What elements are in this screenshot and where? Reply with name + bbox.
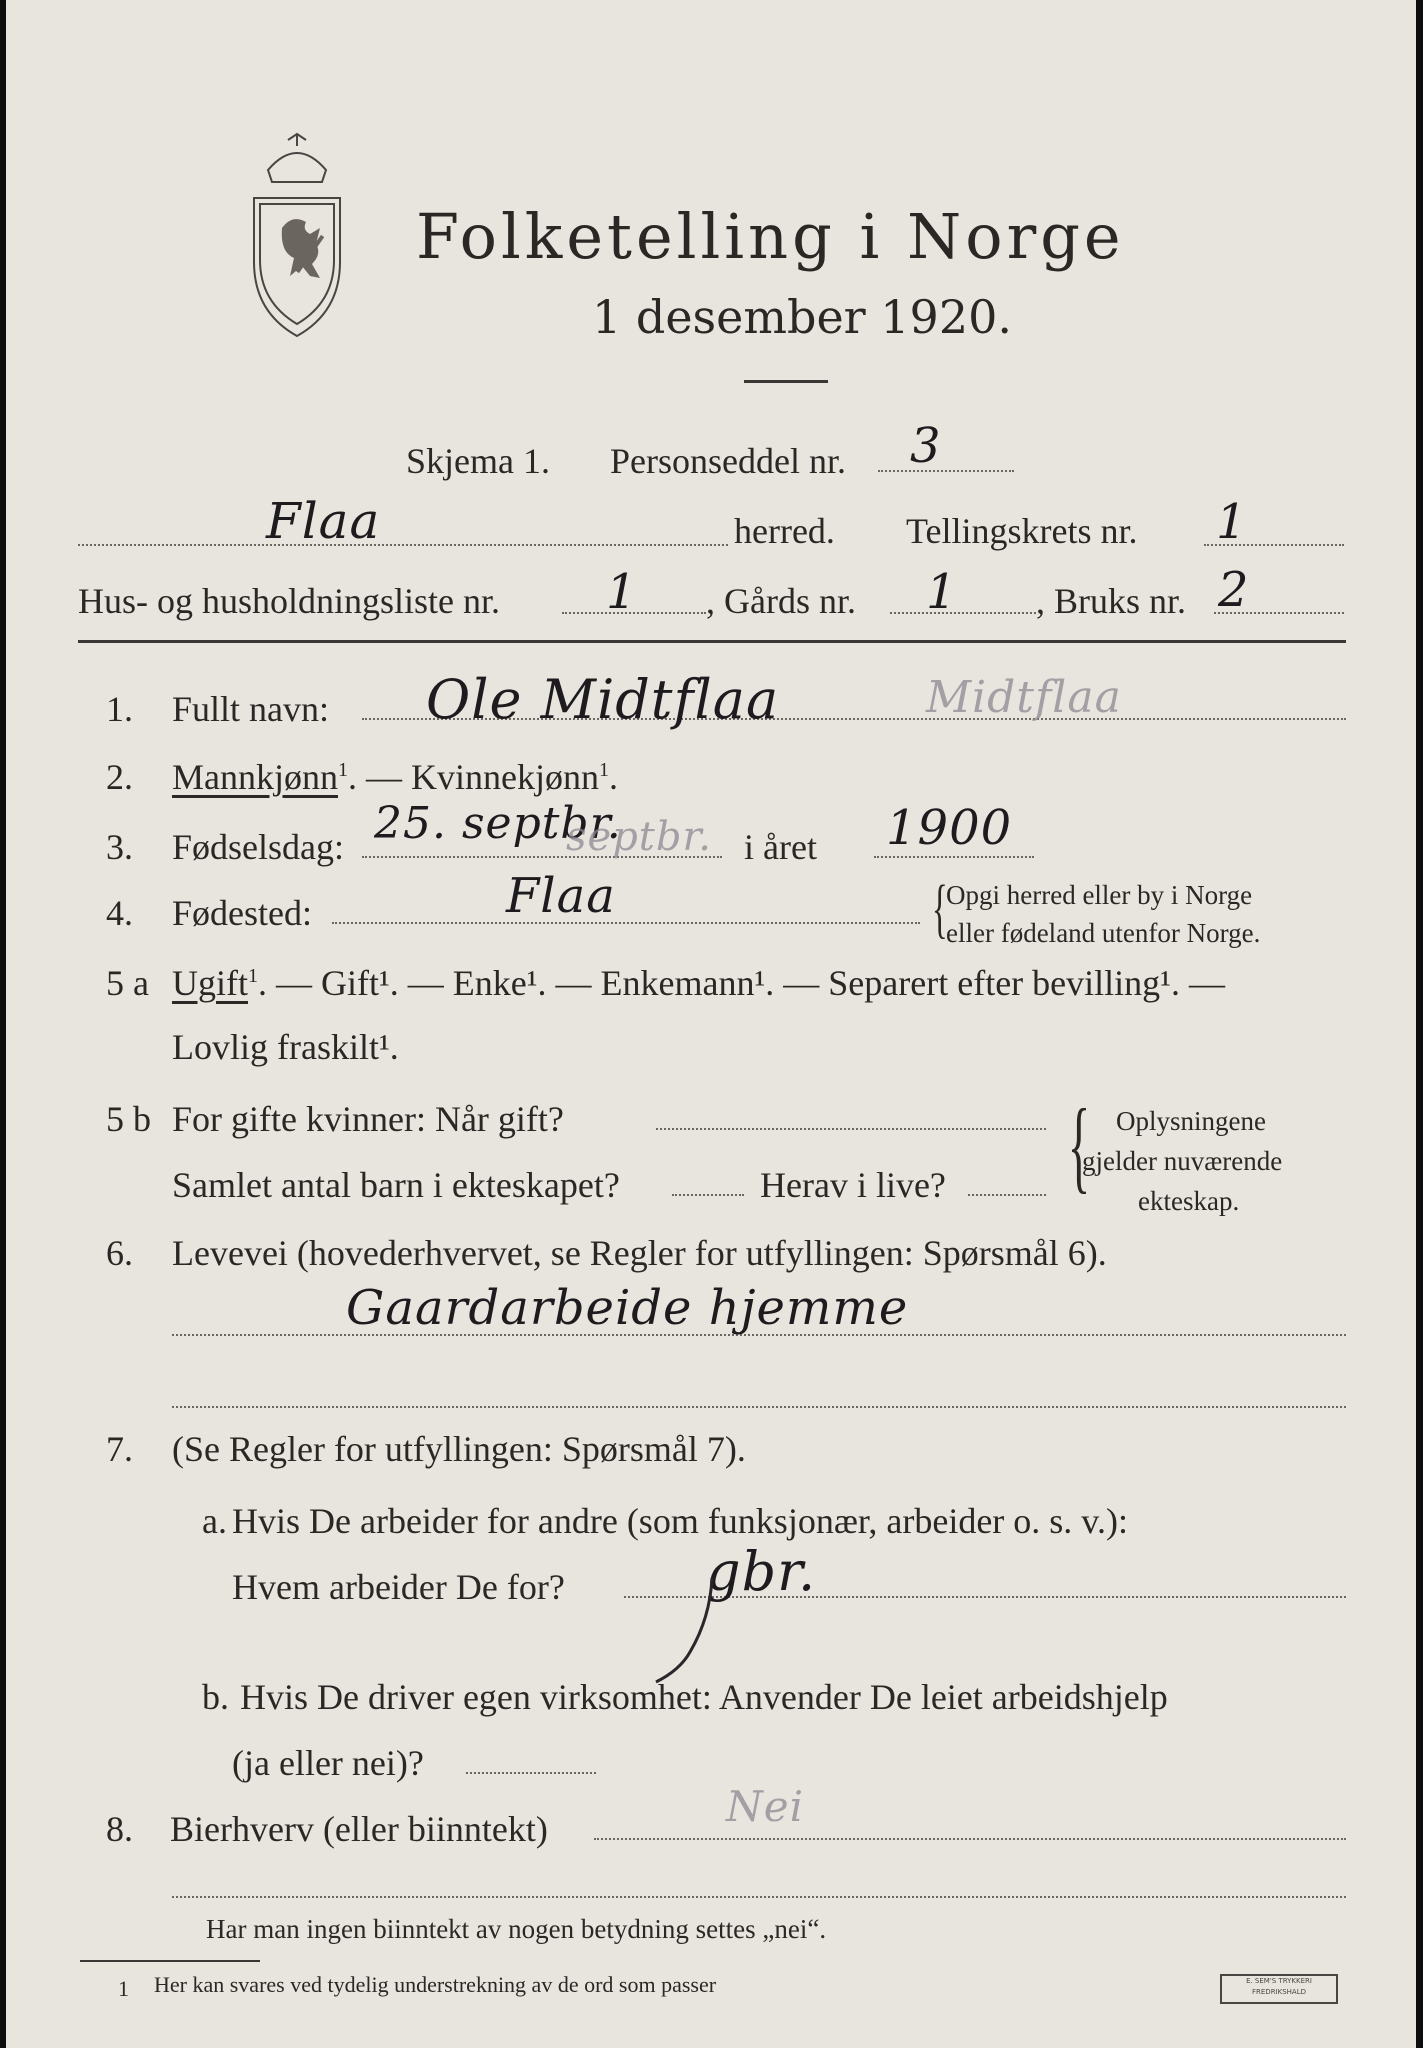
q3-year-label: i året: [744, 827, 817, 867]
q5b-line2a: Samlet antal barn i ekteskapet?: [172, 1165, 620, 1205]
q5b-note3: ekteskap.: [1138, 1186, 1240, 1216]
printer-stamp: E. SEM'S TRYKKERI FREDRIKSHALD: [1220, 1974, 1338, 2004]
title-divider: [744, 380, 828, 383]
q7-number: 7.: [106, 1429, 133, 1469]
q4-note-line1: Opgi herred eller by i Norge: [946, 880, 1253, 910]
q8-value: Nei: [726, 1782, 805, 1831]
gards-label: , Gårds nr.: [706, 581, 856, 621]
tellingskrets-label: Tellingskrets nr.: [906, 511, 1138, 551]
footnote-rule: [80, 1960, 260, 1962]
bruks-value: 2: [1218, 562, 1250, 618]
q6-number: 6.: [106, 1233, 133, 1273]
bruks-label: , Bruks nr.: [1036, 581, 1187, 621]
herred-line: [78, 544, 728, 546]
personseddel-line: [878, 470, 1014, 472]
q7a-line2: Hvem arbeider De for?: [232, 1567, 565, 1607]
q3-number: 3.: [106, 827, 133, 867]
q2-end: .: [608, 757, 618, 797]
q7b-line: [466, 1772, 596, 1774]
q7-label: (Se Regler for utfyllingen: Spørsmål 7).: [172, 1429, 746, 1469]
q1-bleedthrough: Midtflaa: [926, 672, 1122, 723]
form-title: Folketelling i Norge: [416, 200, 1125, 273]
q8-label: Bierhverv (eller biinntekt): [170, 1809, 548, 1849]
q8-line2: [172, 1896, 1346, 1898]
q6-value: Gaardarbeide hjemme: [346, 1280, 909, 1336]
gards-line: [890, 612, 1036, 614]
q3-year-value: 1900: [886, 800, 1013, 856]
herred-value: Flaa: [266, 492, 381, 550]
q5a-footnote-mark: 1: [248, 965, 258, 987]
q2-separator: . —: [348, 757, 411, 797]
q2-options: [172, 756, 618, 798]
q4-value: Flaa: [506, 868, 616, 924]
census-form-page: [6, 0, 1416, 2048]
q5a-line2: Lovlig fraskilt¹.: [172, 1027, 399, 1067]
q7a-pen-stroke: [646, 1570, 726, 1690]
q5b-note2: gjelder nuværende: [1082, 1146, 1283, 1176]
q7b-line1: Hvis De driver egen virksomhet: Anvender De leiet arbeidshjelp: [240, 1677, 1168, 1717]
q2-footnote-mark-2: 1: [598, 759, 609, 781]
q8-number: 8.: [106, 1809, 133, 1849]
q4-number: 4.: [106, 893, 133, 933]
q5b-brace: {: [1067, 1088, 1091, 1203]
husholdningsliste-label: Hus- og husholdningsliste nr.: [78, 581, 501, 621]
q7b-line2: (ja eller nei)?: [232, 1743, 424, 1783]
biinntekt-note: Har man ingen biinntekt av nogen betydning settes „nei“.: [206, 1914, 827, 1944]
q2-mannkjonn-selected: Mannkjønn: [172, 757, 338, 797]
census-date: 1 desember 1920.: [592, 290, 1012, 344]
personseddel-value: 3: [910, 418, 942, 474]
skjema-label: Skjema 1.: [406, 441, 550, 481]
q1-label: Fullt navn:: [172, 689, 330, 729]
q5a-ugift-selected: Ugift: [172, 963, 248, 1003]
q2-number: 2.: [106, 757, 133, 797]
q2-kvinnekjonn: Kvinnekjønn: [411, 757, 599, 797]
q5a-number: 5 a: [106, 963, 149, 1003]
header-divider: [78, 640, 1346, 643]
q8-line1: [594, 1838, 1346, 1840]
personseddel-label: Personseddel nr.: [610, 441, 846, 481]
q5b-number: 5 b: [106, 1099, 151, 1139]
q7b-letter: b.: [202, 1677, 229, 1717]
q2-footnote-mark: 1: [338, 759, 348, 781]
q6-line2: [172, 1406, 1346, 1408]
q5b-barn-line: [672, 1194, 744, 1196]
q5b-line1: For gifte kvinner: Når gift?: [172, 1099, 564, 1139]
q6-label: Levevei (hovederhvervet, se Regler for utfyllingen: Spørsmål 6).: [172, 1233, 1107, 1273]
q3-year-line: [874, 856, 1034, 858]
q4-label: Fødested:: [172, 893, 312, 933]
q4-note-line2: eller fødeland utenfor Norge.: [946, 918, 1261, 948]
q1-value: Ole Midtflaa: [426, 668, 780, 731]
coat-of-arms-icon: [238, 132, 356, 342]
q3-date-value: 25. septbr.: [374, 798, 622, 849]
q1-number: 1.: [106, 689, 133, 729]
husholdningsliste-value: 1: [606, 564, 638, 620]
q5b-naar-line: [656, 1128, 1046, 1130]
q3-label: Fødselsdag:: [172, 827, 345, 867]
q4-brace: {: [931, 872, 948, 945]
q7a-letter: a.: [202, 1501, 227, 1541]
q3-bleedthrough: septbr.: [566, 814, 712, 860]
herred-label: herred.: [734, 511, 835, 551]
footnote-text: Her kan svares ved tydelig understrekning av de ord som passer: [154, 1972, 717, 1997]
footnote-mark: 1: [118, 1976, 129, 2001]
q7a-line1: Hvis De arbeider for andre (som funksjonær, arbeider o. s. v.):: [232, 1501, 1128, 1541]
q5b-live-line: [968, 1194, 1046, 1196]
gards-value: 1: [926, 564, 958, 620]
q7a-value: gbr.: [706, 1540, 817, 1603]
q5b-note1: Oplysningene: [1116, 1106, 1266, 1136]
tellingskrets-value: 1: [1216, 494, 1248, 550]
q5a-options: [172, 962, 1225, 1004]
q5b-line2b: Herav i live?: [760, 1165, 946, 1205]
q4-line: [332, 922, 920, 924]
q5a-other-options: . — Gift¹. — Enke¹. — Enkemann¹. — Separert efter bevilling¹. —: [258, 963, 1225, 1003]
